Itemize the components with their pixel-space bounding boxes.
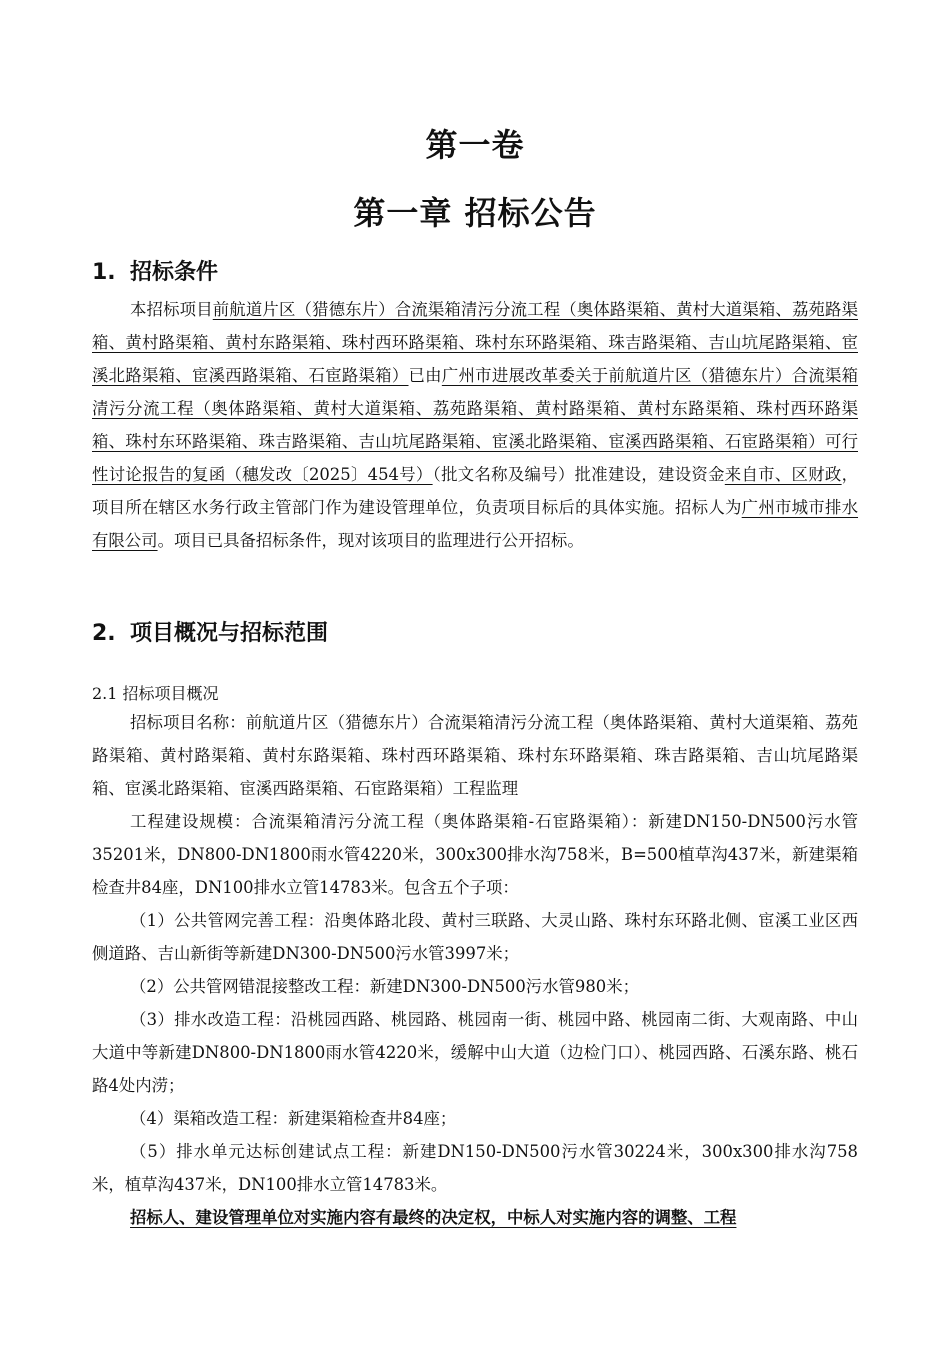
subitem-4: （4）渠箱改造工程：新建渠箱检查井84座； — [130, 1109, 457, 1128]
p1-management: ，项目所在辖区水务行政主管部门作为建设管理单位，负责项目标后的具体实施。招标人为 — [92, 465, 859, 517]
subsection-2-1-title: 2.1 招标项目概况 — [92, 684, 219, 703]
final-authority-paragraph — [92, 1201, 858, 1234]
project-name-paragraph: 招标项目名称：前航道片区（猎德东片）合流渠箱清污分流工程（奥体路渠箱、黄村大道渠箱、荔苑路渠箱、黄村路渠箱、黄村东路渠箱、珠村西环路渠箱、珠村东环路渠箱、珠吉路渠箱、吉山坑尾路渠箱、宦溪北路渠箱、宦溪西路渠箱、石宦路渠箱）工程监理 — [92, 713, 858, 798]
project-name-underlined: 前航道片区（猎德东片）合流渠箱清污分流工程（奥体路渠箱、黄村大道渠箱、荔苑路渠箱、黄村路渠箱、黄村东路渠箱、珠村西环路渠箱、珠村东环路渠箱、珠吉路渠箱、吉山坑尾路渠箱、宦溪北路渠箱、宦溪西路渠箱、石宦路渠箱） — [92, 300, 859, 385]
approval-document-underlined: 广州市进展改革委关于前航道片区（猎德东片）合流渠箱清污分流工程（奥体路渠箱、黄村大道渠箱、荔苑路渠箱、黄村路渠箱、黄村东路渠箱、珠村西环路渠箱、珠村东环路渠箱、珠吉路渠箱、吉山坑尾路渠箱、宦溪北路渠箱、宦溪西路渠箱、石宦路渠箱）可行性讨论报告的复函（穗发改〔2025〕454号） — [92, 366, 859, 484]
subitem-5: （5）排水单元达标创建试点工程：新建DN150-DN500污水管30224米，300x300排水沟758米，植草沟437米，DN100排水立管14783米。 — [92, 1142, 858, 1194]
chapter-title: 第一章 招标公告 — [353, 194, 597, 232]
section-1-title: 招标条件 — [130, 260, 219, 285]
section-2-number: 2. — [92, 621, 116, 646]
volume-title: 第一卷 — [425, 126, 525, 164]
section-1-number: 1. — [92, 260, 116, 285]
subitem-2: （2）公共管网错混接整改工程：新建DN300-DN500污水管980米； — [130, 977, 639, 996]
p1-conclusion: 。项目已具备招标条件，现对该项目的监理进行公开招标。 — [157, 531, 584, 550]
section-1-heading — [92, 255, 218, 286]
subitem-1: （1）公共管网完善工程：沿奥体路北段、黄村三联路、大灵山路、珠村东环路北侧、宦溪工业区西侧道路、吉山新街等新建DN300-DN500污水管3997米； — [92, 911, 858, 963]
funding-source-underlined: 来自市、区财政 — [724, 465, 842, 484]
construction-scale-paragraph: 工程建设规模：合流渠箱清污分流工程（奥体路渠箱-石宦路渠箱）：新建DN150-DN500污水管35201米，DN800-DN1800雨水管4220米，300x300排水沟758米，B=500植草沟437米，新建渠箱检查井84座，DN100排水立管14783米。包含五个子项： — [92, 812, 858, 897]
p1-lead: 本招标项目 — [130, 300, 213, 319]
section-2-heading — [92, 616, 328, 647]
p1-by: 已由 — [408, 366, 442, 385]
subitem-3: （3）排水改造工程：沿桃园西路、桃园路、桃园南一街、桃园中路、桃园南二街、大观南路、中山大道中等新建DN800-DN1800雨水管4220米，缓解中山大道（边检门口）、桃园西路、石溪东路、桃石路4处内涝； — [92, 1010, 858, 1095]
final-authority-text: 招标人、建设管理单位对实施内容有最终的决定权，中标人对实施内容的调整、工程 — [130, 1208, 737, 1227]
bidding-conditions-paragraph — [92, 293, 858, 557]
section-2-title: 项目概况与招标范围 — [130, 621, 329, 646]
p1-approval-note: （批文名称及编号）批准建设，建设资金 — [432, 465, 725, 484]
tenderer-underlined: 广州市城市排水有限公司 — [92, 498, 859, 550]
